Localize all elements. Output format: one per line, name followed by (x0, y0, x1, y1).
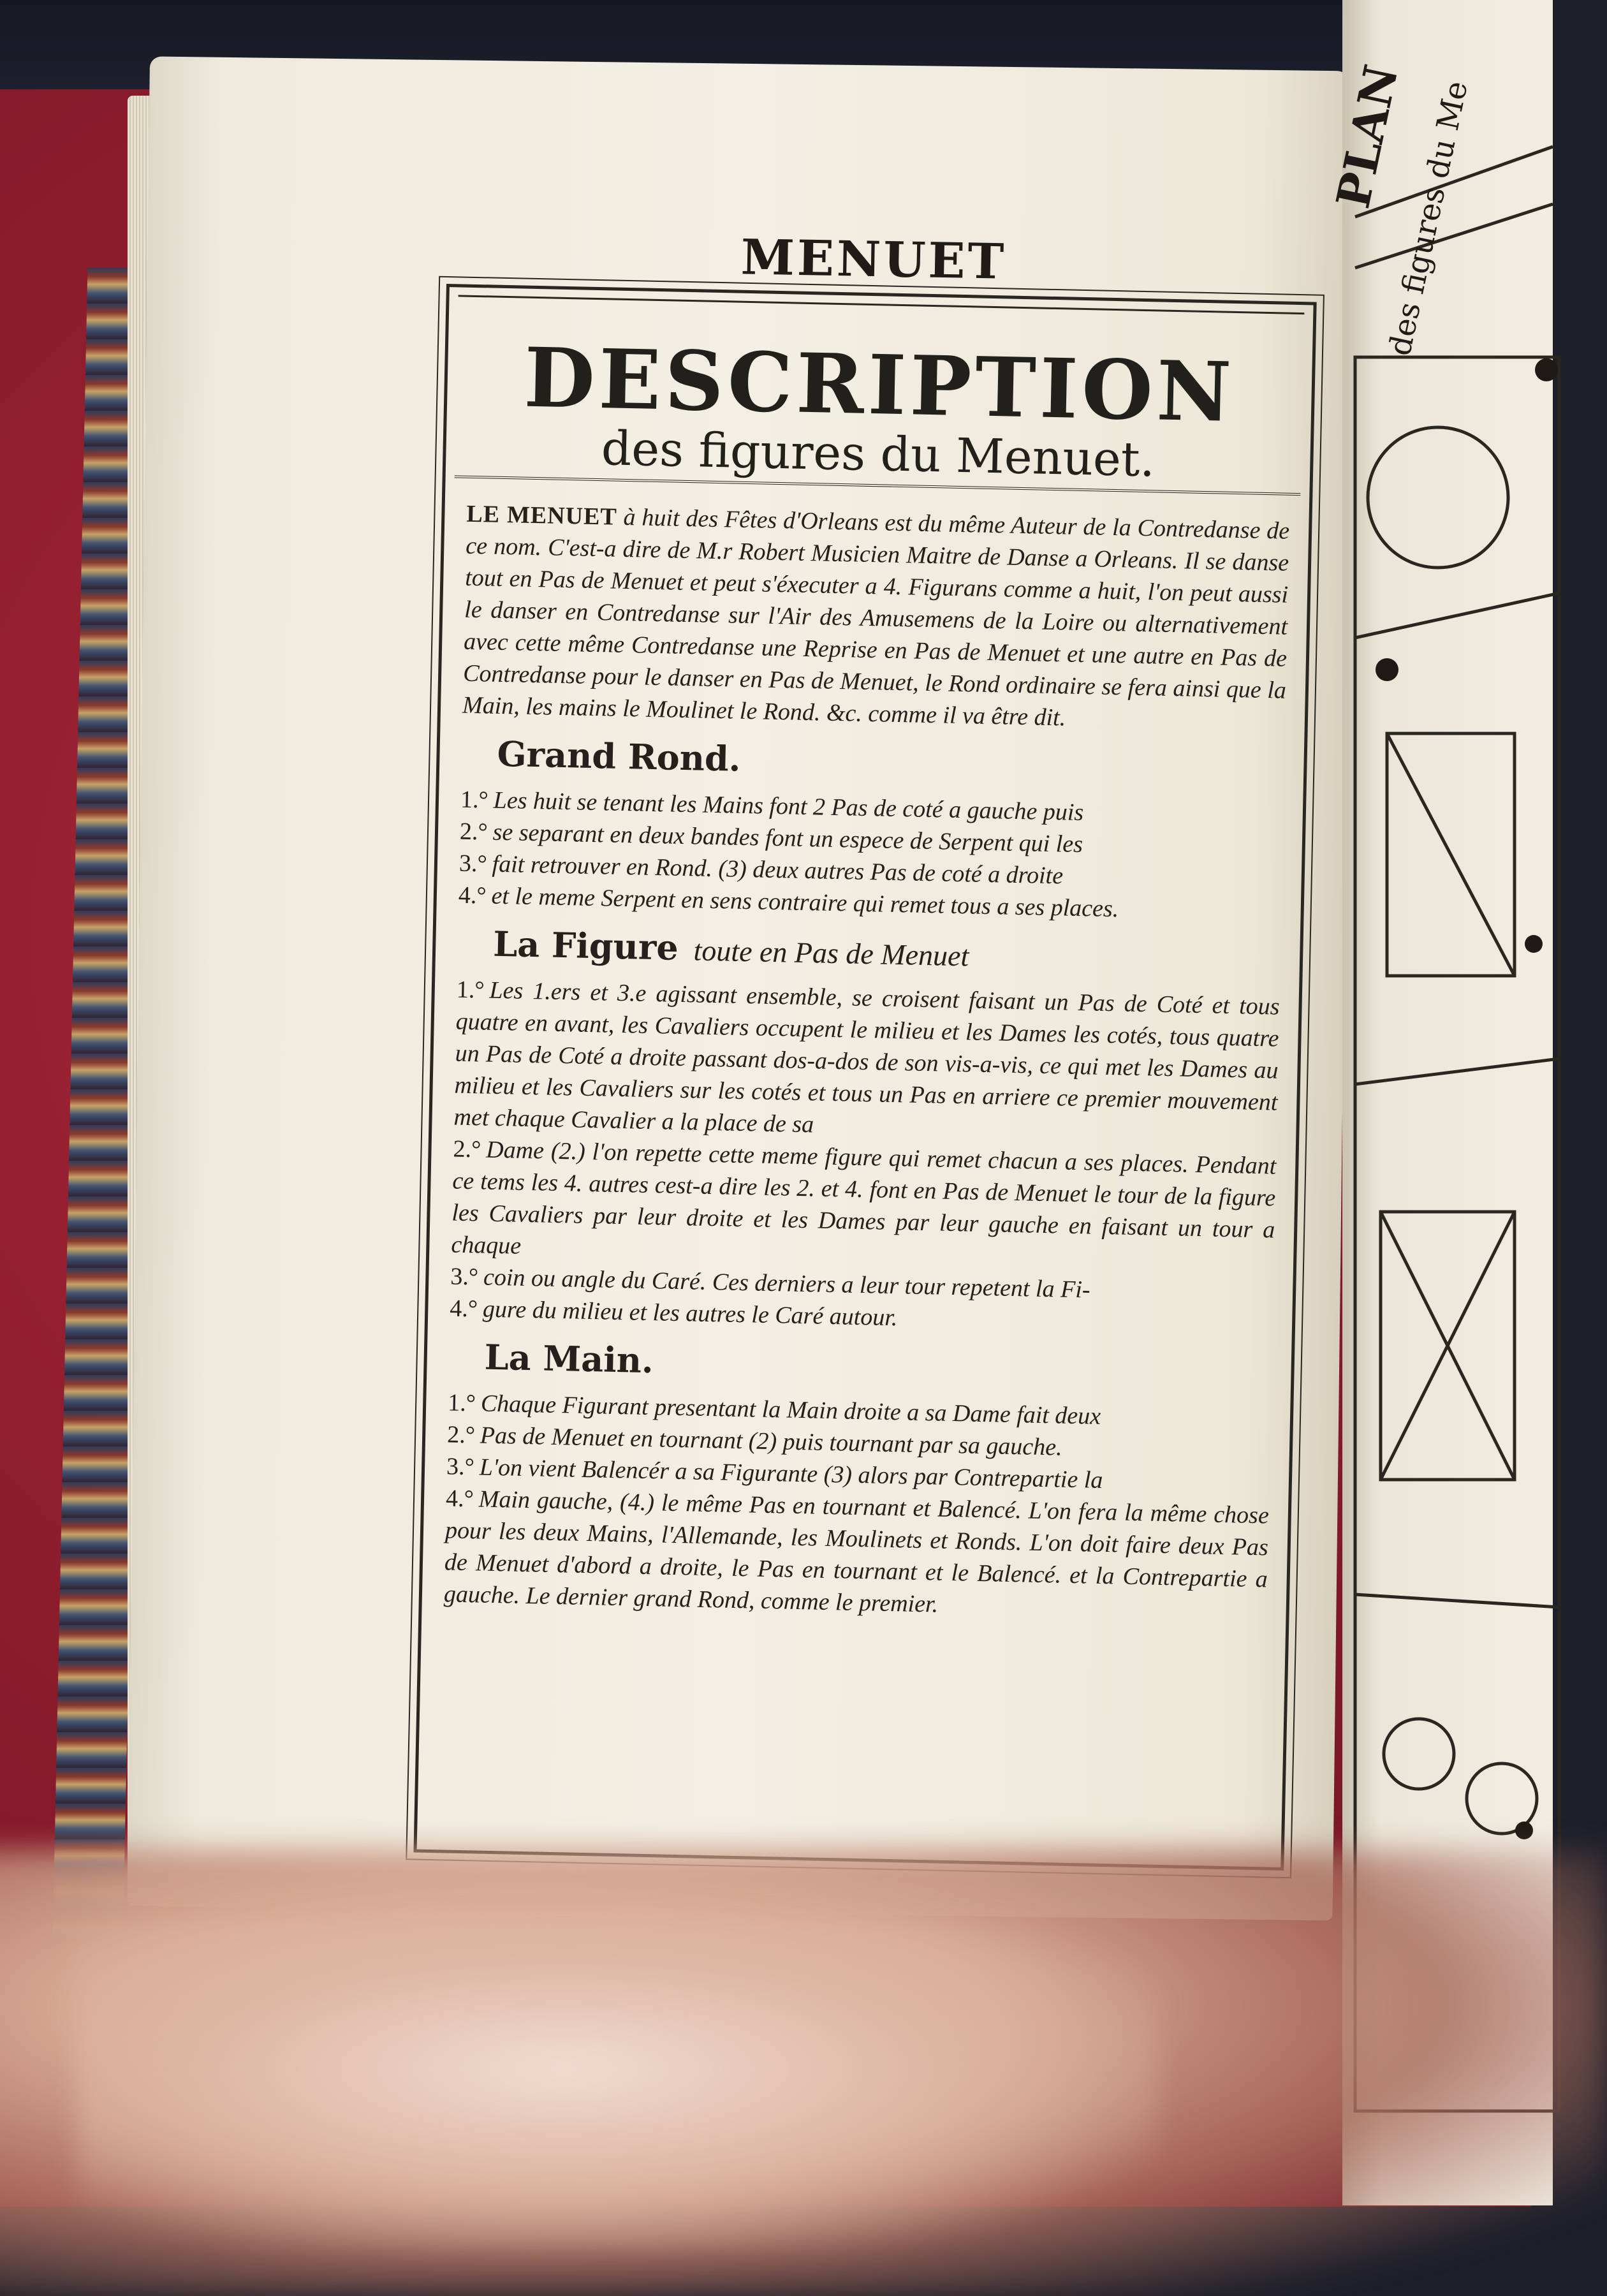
list-item: 1.° Les 1.ers et 3.e agissant ensemble, se croisent faisant un Pas de Coté et tous quatre en avant, les Cavaliers occupent le milieu et les Dames les cotés, tous quatre un Pas de Coté a droite passant dos-a-dos de son vis-a-vis, ce qui met les Dames au milieu et les Cavaliers sur les cotés et tous un Pas en arriere ce premier mouvement met chaque Cavalier a la place de sa (453, 976, 1280, 1138)
intro-paragraph (462, 498, 1290, 739)
page-subtitle: des figures du Menuet. (601, 421, 1156, 488)
list-item: 4.° et le meme Serpent en sens contraire qui remet tous a ses places. (458, 881, 1119, 923)
section-list-la-main (443, 1387, 1271, 1627)
list-item: 1.° Chaque Figurant presentant la Main droite a sa Dame fait deux (447, 1389, 1101, 1430)
page-title: DESCRIPTION (523, 330, 1236, 441)
list-item: 1.° Les huit se tenant les Mains font 2 Pas de coté a gauche puis (460, 786, 1084, 827)
blurred-thumb-highlight (77, 1920, 1161, 2251)
facing-page-heading: PLAN (1325, 60, 1409, 213)
list-item: 3.° L'on vient Balencér a sa Figurante (3) alors par Contrepartie la (446, 1453, 1103, 1494)
list-item: 3.° fait retrouver en Rond. (3) deux autres Pas de coté a droite (459, 850, 1064, 890)
list-item: 4.° Main gauche, (4.) le même Pas en tournant et Balencé. L'on fera la même chose pour les deux Mains, l'Allemande, les Moulinets et Ronds. L'on doit faire deux Pas de Menuet d'abord a droite, le Pas en tournant et le Balencé. et la Contrepartie a gauche. Le dernier grand Rond, comme le premier. (443, 1485, 1270, 1618)
description-text (443, 498, 1289, 1635)
facing-page-subheading: des figures du Me (1381, 78, 1475, 359)
list-item: 2.° Pas de Menuet en tournant (2) puis tournant par sa gauche. (446, 1421, 1063, 1461)
section-heading-grand-rond: Grand Rond. (496, 733, 742, 779)
list-item: 3.° coin ou angle du Caré. Ces derniers a leur tour repetent la Fi- (450, 1263, 1090, 1304)
running-head: MENUET (740, 228, 1007, 290)
intro-text: à huit des Fêtes d'Orleans est du même Auteur de la Contredanse de ce nom. C'est-a dire de M.r Robert Musicien Maitre de Danse a Orleans. Il se danse tout en Pas de Menuet et peut s'éxecuter a 4. Figurans comme a huit, l'on peut aussi le danser en Contredanse sur l'Air des Amusemens de la Loire ou alternativement avec cette même Contredanse une Reprise en Pas de Menuet et une autre en Pas de Contredanse pour le danser en Pas de Menuet, le Rond ordinaire se fera ainsi que la Main, les mains le Moulinet le Rond. &c. comme il va être dit. (462, 503, 1290, 732)
engraved-plate (413, 284, 1316, 1871)
section-heading-la-main: La Main. (484, 1336, 654, 1381)
intro-lead: LE MENUET (466, 500, 618, 531)
list-item: 2.° Dame (2.) l'on repette cette meme figure qui remet chacun a ses places. Pendant ce tems les 4. autres cest-a dire les 2. et 4. font en Pas de Menuet le tour de la figure les Cavaliers par leur droite et les Dames par leur gauche en faisant un tour a chaque (451, 1135, 1277, 1260)
section-list-grand-rond (458, 784, 1284, 929)
section-list-la-figure (450, 974, 1280, 1342)
title-box (455, 295, 1305, 496)
list-item: 4.° gure du milieu et les autres le Caré autour. (449, 1295, 898, 1332)
section-heading-la-figure: La Figure toute en Pas de Menuet (492, 923, 969, 973)
list-item: 2.° se separant en deux bandes font un espece de Serpent qui les (459, 818, 1083, 858)
